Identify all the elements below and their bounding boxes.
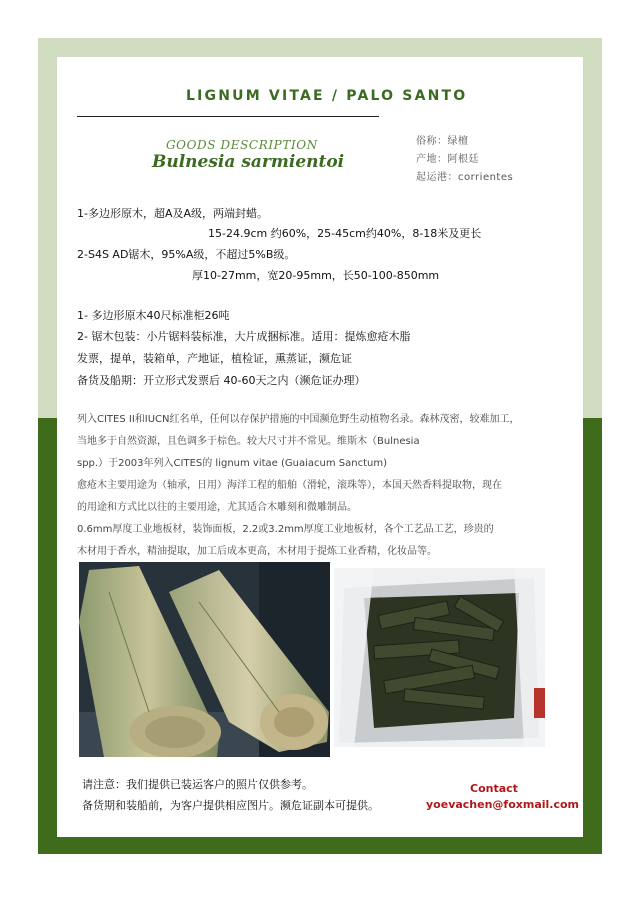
spec-line-3: 2-S4S AD锯木，95%A级，不超过5%B级。 [77, 248, 296, 261]
page-title: LIGNUM VITAE / PALO SANTO [186, 88, 468, 104]
description-line-4: 愈疮木主要用途为（轴承，日用）海洋工程的船舶（滑轮，滚珠等），本国天然香料提取物，现在 [77, 480, 502, 491]
spec-line-4: 厚10-27mm，宽20-95mm，长50-100-850mm [192, 269, 440, 282]
note-line-1: 请注意：我们提供已装运客户的照片仅供参考。 [82, 778, 313, 791]
title-divider [77, 116, 379, 117]
info-port: 起运港：corrientes [416, 172, 514, 183]
contact-email-link[interactable]: yoevachen@foxmail.com [426, 798, 580, 811]
shipping-line-4: 备货及船期：开立形式发票后 40-60天之内（濒危证办理） [77, 374, 366, 387]
species-name: Bulnesia sarmientoi [152, 152, 345, 172]
description-line-1: 列入CITES II和IUCN红名单，任何以存保护措施的中国濒危野生动植物名录。森林茂密，较难加工， [77, 414, 520, 425]
shipping-line-3: 发票，提单，装箱单，产地证，植检证，熏蒸证，濒危证 [77, 352, 352, 365]
info-common-name: 俗称：绿檀 [416, 136, 469, 147]
shipping-line-1: 1- 多边形原木40尺标准柜26吨 [77, 309, 230, 322]
contact-label: Contact [470, 782, 518, 795]
octagonal-logs-photo [79, 562, 330, 757]
lumber-bag-illustration [334, 568, 545, 747]
spec-line-1: 1-多边形原木，超A及A级，两端封蜡。 [77, 207, 269, 220]
description-line-2: 当地多于自然资源，且色调多于棕色。较大尺寸并不常见。维斯木（Bulnesia [77, 436, 420, 447]
goods-description-label: GOODS DESCRIPTION [166, 138, 318, 152]
spec-line-2: 15-24.9cm 约60%，25-45cm约40%，8-18米及更长 [208, 227, 482, 240]
info-origin: 产地：阿根廷 [416, 154, 479, 165]
note-line-2: 备货期和装船前，为客户提供相应图片。濒危证副本可提供。 [82, 799, 379, 812]
sawn-lumber-bag-photo [334, 568, 545, 747]
logs-illustration [79, 562, 330, 757]
description-line-6: 0.6mm厚度工业地板材，装饰面板，2.2或3.2mm厚度工业地板材，各个工艺品工艺，珍贵的 [77, 524, 494, 535]
shipping-line-2: 2- 锯木包装：小片锯料装标准，大片成捆标准。适用：提炼愈疮木脂 [77, 330, 411, 343]
description-line-5: 的用途和方式比以往的主要用途，尤其适合木雕刻和微雕制品。 [77, 502, 357, 513]
description-line-3: spp.）于2003年列入CITES的 lignum vitae (Guaiacum Sanctum) [77, 458, 387, 469]
description-line-7: 木材用于香水，精油提取，加工后成本更高，木材用于提炼工业香精，化妆品等。 [77, 546, 437, 557]
